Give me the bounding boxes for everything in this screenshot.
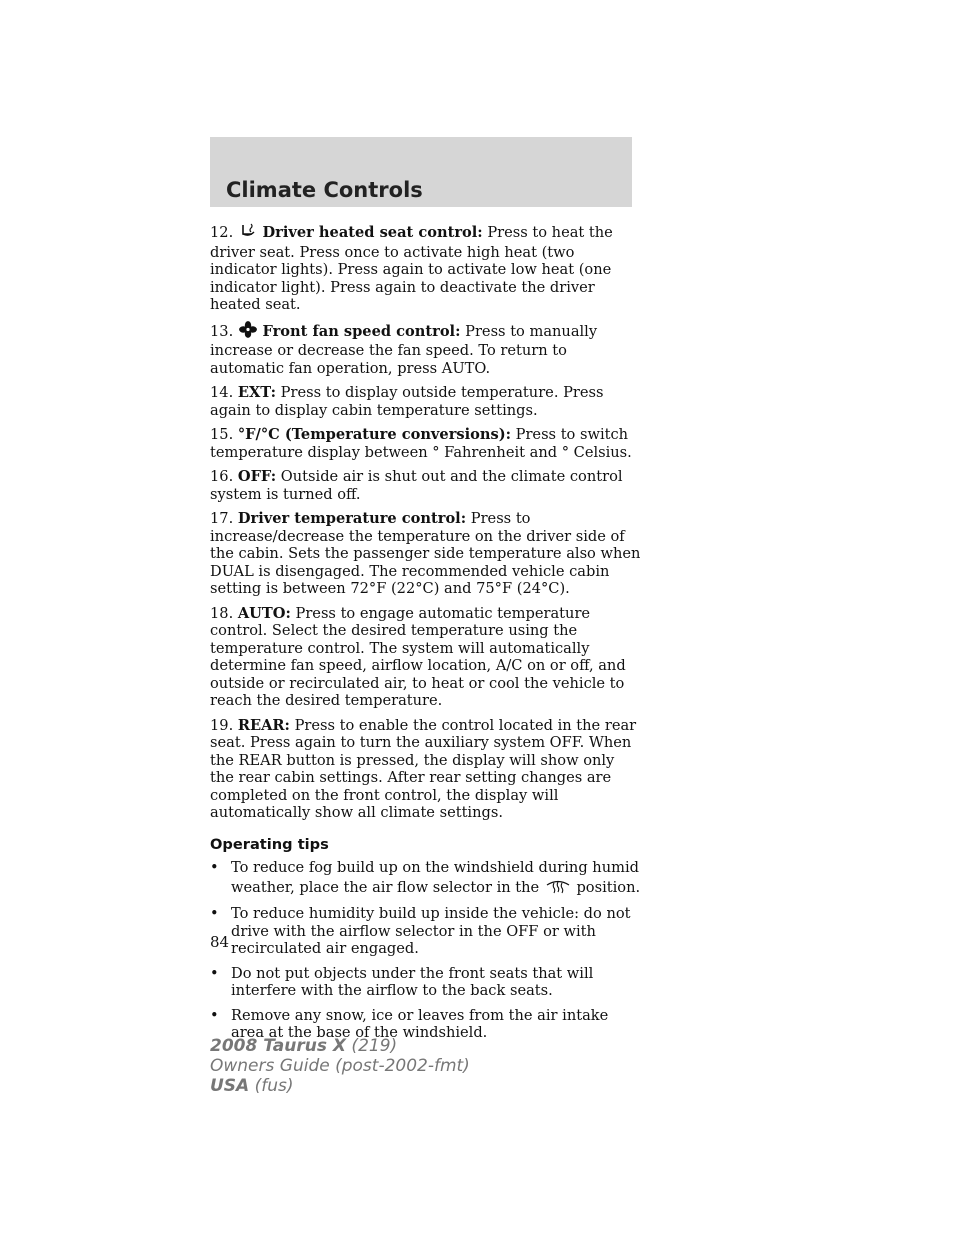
item-text: Press to enable the control located in the rear seat. Press again to turn the auxiliary system OFF. When the REAR button is pressed, the display will show only the rear cabin settings. After rear setting changes are completed on the front control, the display will automatically show all climate settings. — [210, 716, 637, 821]
operating-tips-heading: Operating tips — [210, 835, 329, 853]
item-text: Press to engage automatic temperature control. Select the desired temperature using the temperature control. The system will automatically determine fan speed, airflow location, A/C on or off, and outside or recirculated air, to heat or cool the vehicle to reach the desired temperature. — [210, 604, 626, 709]
item-text: Outside air is shut out and the climate control system is turned off. — [210, 468, 623, 503]
fan-icon — [239, 321, 257, 343]
tip-item — [210, 965, 642, 1000]
footer-model: 2008 Taurus X — [210, 1036, 347, 1056]
tip-item — [210, 859, 642, 898]
tip-text: Remove any snow, ice or leaves from the air intake area at the base of the windshield. — [231, 1006, 609, 1041]
item-13 — [210, 321, 642, 378]
bullet: • — [210, 905, 219, 922]
item-number: 15. — [210, 426, 234, 443]
heated-seat-icon — [239, 223, 257, 244]
tip-text: Do not put objects under the front seats that will interfere with the airflow to the back seats. — [231, 964, 594, 999]
document-footer — [210, 1036, 470, 1096]
item-text: Press to manually increase or decrease the fan speed. To return to automatic fan operation, press AUTO. — [210, 322, 598, 377]
section-title: Climate Controls — [226, 178, 423, 202]
footer-code: (219) — [346, 1036, 398, 1056]
item-text: Press to switch temperature display between ° Fahrenheit and ° Celsius. — [210, 426, 632, 461]
item-term: Driver temperature control: — [237, 510, 467, 527]
item-number: 19. — [210, 716, 234, 734]
item-15 — [210, 426, 642, 461]
bullet: • — [210, 1006, 219, 1024]
item-number: 14. — [210, 384, 234, 401]
item-number: 12. — [210, 224, 234, 241]
item-text: Press to increase/decrease the temperature on the driver side of the cabin. Sets the passenger side temperature also when DUAL is disengaged. The recommended vehicle cabin setting is between 72°F (22°C) and 75°F (24°C). — [210, 510, 641, 597]
page-number: 84 — [210, 933, 230, 951]
tip-item — [210, 905, 642, 958]
footer-market: USA — [210, 1076, 250, 1096]
footer-line-3 — [210, 1076, 470, 1096]
defrost-icon — [545, 877, 571, 899]
item-number: 17. — [210, 510, 234, 527]
footer-line-1 — [210, 1036, 470, 1056]
item-term: AUTO: — [237, 604, 291, 622]
item-12 — [210, 223, 642, 314]
tip-text-after: position. — [571, 878, 641, 896]
item-text: Press to display outside temperature. Press again to display cabin temperature settings. — [210, 384, 604, 419]
item-term: EXT: — [237, 384, 277, 401]
item-term: REAR: — [237, 716, 290, 734]
bullet: • — [210, 859, 219, 876]
item-19 — [210, 717, 642, 822]
page-content — [210, 223, 642, 1049]
item-term: °F/°C (Temperature conversions): — [237, 426, 511, 443]
item-term: Driver heated seat control: — [262, 224, 483, 241]
item-text: Press to heat the driver seat. Press once to activate high heat (two indicator lights). Press again to activate low heat (one indicator light). Press again to deactivate the driver heated seat. — [210, 224, 613, 313]
tip-text: To reduce fog build up on the windshield during humid weather, place the air flow selector in the — [231, 859, 639, 896]
item-term: Front fan speed control: — [262, 322, 461, 340]
footer-line-2: Owners Guide (post-2002-fmt) — [210, 1056, 470, 1076]
item-18 — [210, 605, 642, 710]
item-number: 16. — [210, 468, 234, 485]
item-14 — [210, 384, 642, 419]
item-16 — [210, 468, 642, 503]
item-17 — [210, 510, 642, 598]
item-number: 13. — [210, 322, 234, 340]
item-term: OFF: — [237, 468, 277, 485]
bullet: • — [210, 964, 219, 982]
tip-text: To reduce humidity build up inside the vehicle: do not drive with the airflow selector in the OFF or with recirculated air engaged. — [231, 905, 631, 957]
footer-market-code: (fus) — [249, 1076, 294, 1096]
item-number: 18. — [210, 604, 234, 622]
